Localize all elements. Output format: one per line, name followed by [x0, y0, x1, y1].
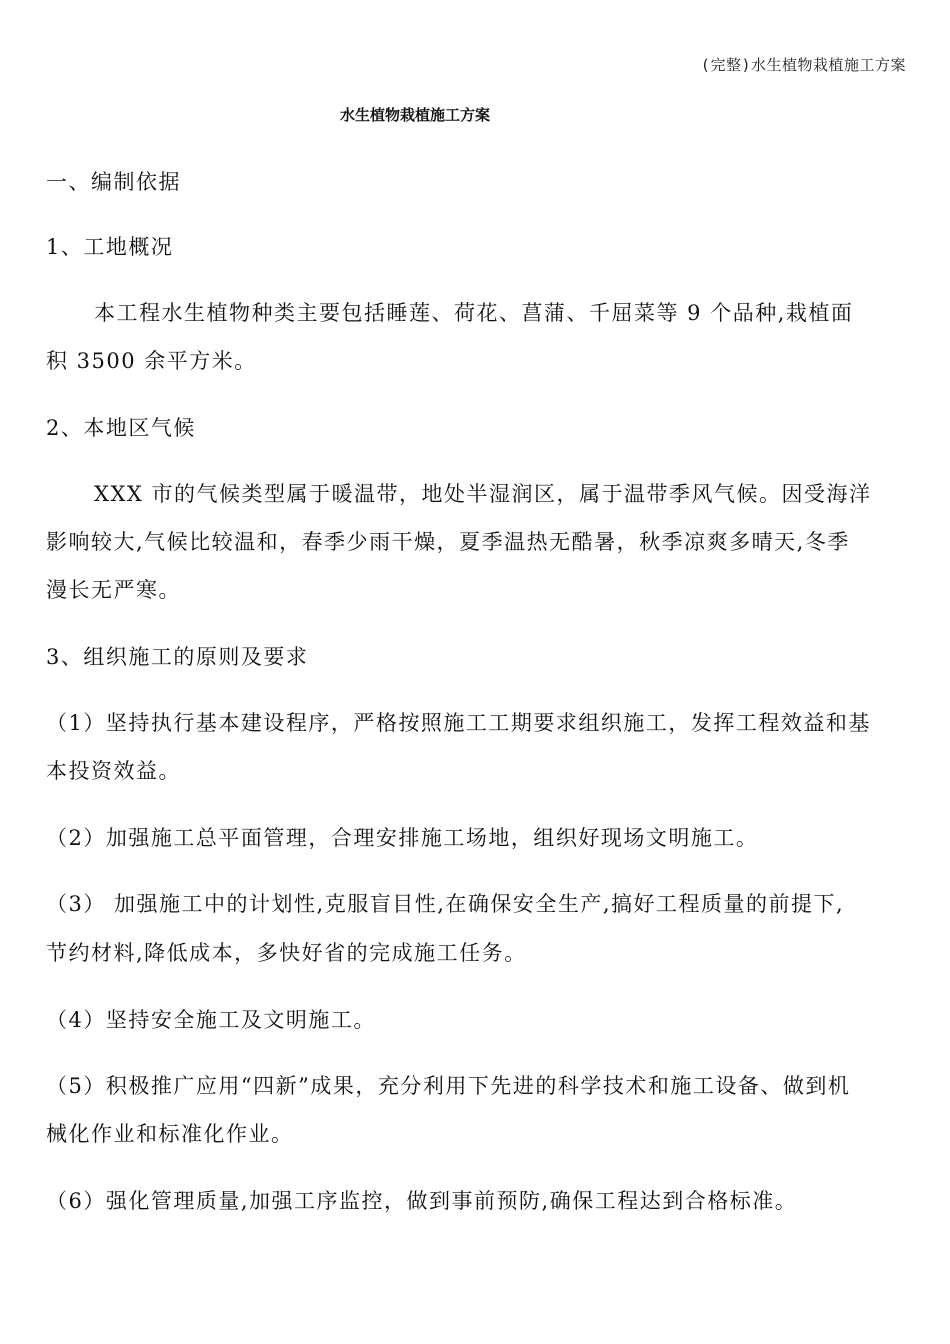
section-heading-basis: 一、编制依据: [46, 170, 181, 194]
list-item-3-line1: （3） 加强施工中的计划性,克服盲目性,在确保安全生产,搞好工程质量的前提下,: [46, 892, 845, 916]
list-item-1-line1: （1）坚持执行基本建设程序，严格按照施工工期要求组织施工，发挥工程效益和基: [46, 711, 871, 735]
list-item-4: （4）坚持安全施工及文明施工。: [46, 1008, 376, 1032]
paragraph-climate-line3: 漫长无严寒。: [46, 578, 181, 602]
list-item-5-line2: 械化作业和标准化作业。: [46, 1122, 294, 1146]
subheading-local-climate: 2、本地区气候: [46, 416, 196, 440]
list-item-6: （6）强化管理质量,加强工序监控，做到事前预防,确保工程达到合格标准。: [46, 1189, 798, 1213]
running-header: (完整)水生植物栽植施工方案: [700, 56, 906, 74]
subheading-site-overview: 1、工地概况: [46, 235, 174, 259]
paragraph-climate-line2: 影响较大,气候比较温和，春季少雨干燥，夏季温热无酷暑，秋季凉爽多晴天,冬季: [46, 530, 850, 554]
document-title: 水生植物栽植施工方案: [340, 106, 491, 124]
list-item-5-line1: （5）积极推广应用“四新”成果，充分利用下先进的科学技术和施工设备、做到机: [46, 1074, 851, 1098]
list-item-3-line2: 节约材料,降低成本，多快好省的完成施工任务。: [46, 941, 527, 965]
list-item-1-line2: 本投资效益。: [46, 759, 181, 783]
paragraph-climate-line1: XXX 市的气候类型属于暖温带，地处半湿润区，属于温带季风气候。因受海洋: [94, 482, 872, 506]
list-item-2: （2）加强施工总平面管理，合理安排施工场地，组织好现场文明施工。: [46, 826, 759, 850]
paragraph-site-overview-line2: 积 3500 余平方米。: [46, 349, 257, 373]
subheading-principles: 3、组织施工的原则及要求: [46, 645, 309, 669]
paragraph-site-overview-line1: 本工程水生植物种类主要包括睡莲、荷花、菖蒲、千屈菜等 9 个品种,栽植面: [94, 301, 854, 325]
